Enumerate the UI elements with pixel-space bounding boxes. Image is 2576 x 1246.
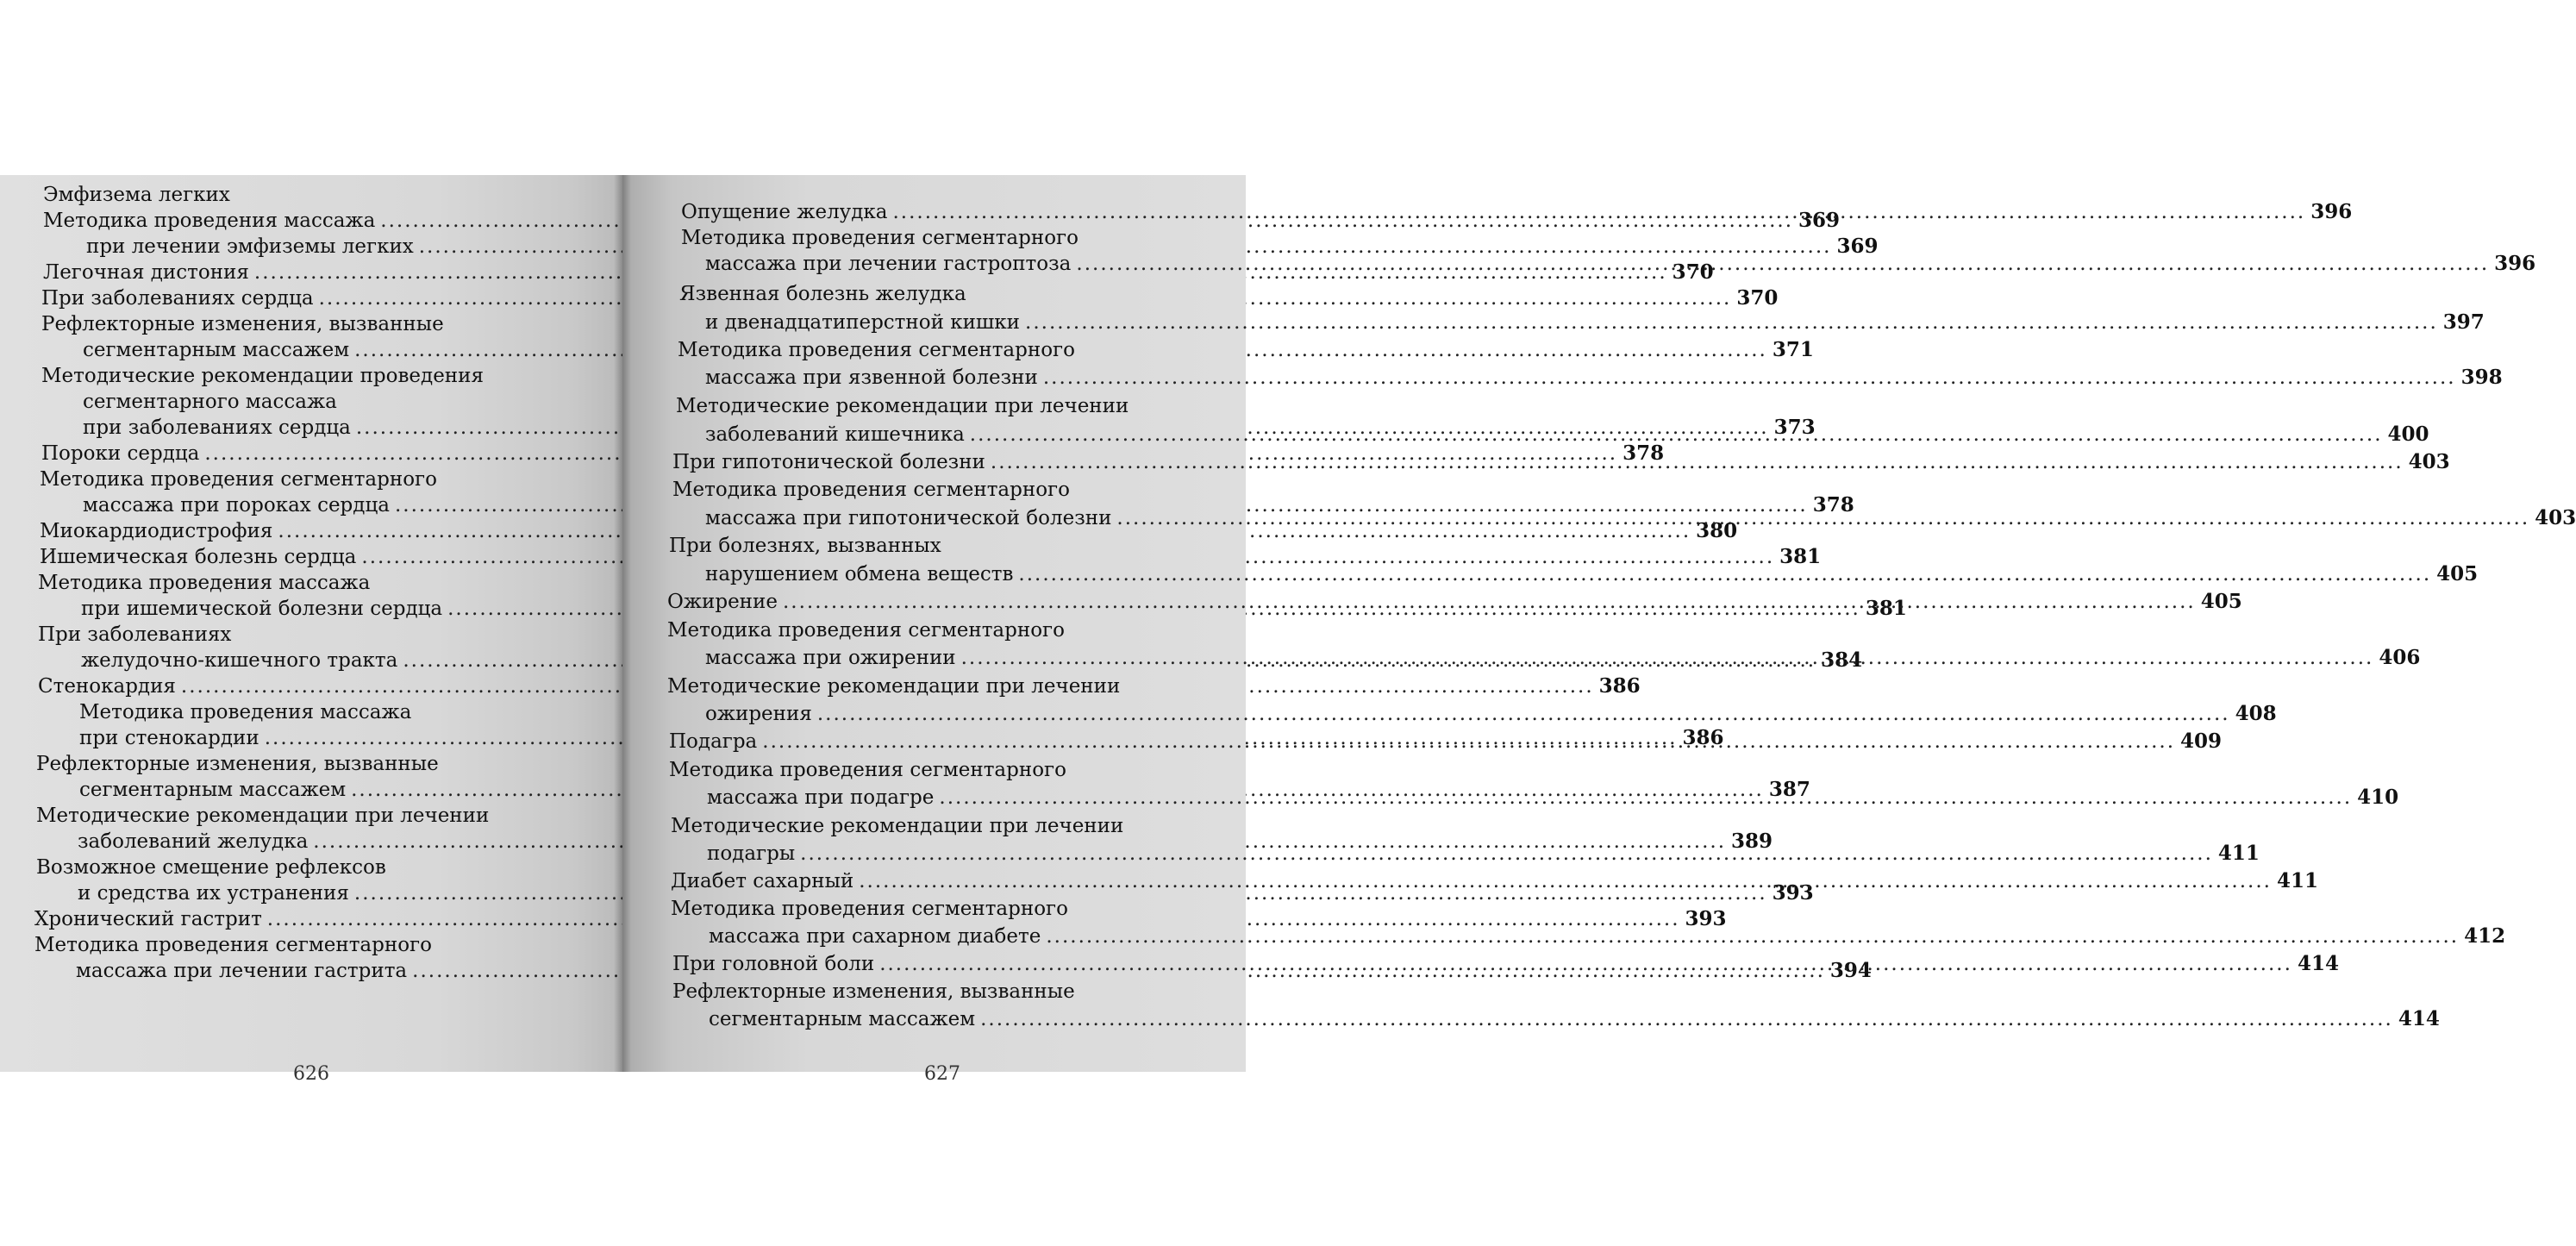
toc-entry-title: и средства их устранения — [78, 882, 349, 905]
toc-entry-title: массажа при язвенной болезни — [705, 366, 1038, 389]
toc-entry-title: массажа при гипотонической болезни — [705, 507, 1112, 529]
toc-entry-title: Язвенная болезнь желудка — [679, 283, 966, 305]
right-page-number: 627 — [924, 1063, 960, 1085]
toc-entry-title: сегментарного массажа — [83, 391, 337, 413]
toc-entry-title: Хронический гастрит — [34, 908, 262, 930]
toc-entry-page-number: 381 — [1779, 545, 1822, 568]
toc-entry-title: Методика проведения сегментарного — [40, 468, 437, 491]
toc-entry-title: и двенадцатиперстной кишки — [705, 311, 1021, 334]
toc-entry-title: Методика проведения сегментарного — [671, 898, 1068, 920]
left-toc-entry — [41, 363, 484, 389]
dot-leader — [961, 645, 2374, 671]
toc-entry-title: сегментарным массажем — [709, 1008, 976, 1030]
toc-entry-title: Методические рекомендации проведения — [41, 365, 484, 387]
toc-entry-page-number: 403 — [2535, 506, 2576, 529]
right-toc-entry — [667, 617, 1065, 643]
left-toc-entry — [34, 932, 432, 958]
toc-entry-title: Методика проведения сегментарного — [678, 339, 1075, 361]
book-gutter — [614, 175, 631, 1072]
toc-entry-page-number: 397 — [2442, 310, 2485, 334]
dot-leader — [1046, 924, 2459, 949]
toc-entry-page-number: 403 — [2408, 450, 2450, 473]
left-toc-entry — [38, 622, 231, 648]
toc-entry-page-number: 405 — [2200, 590, 2242, 613]
right-toc-entry — [705, 701, 2277, 727]
toc-entry-page-number: 373 — [1773, 416, 1816, 439]
toc-entry-title: Ишемическая болезнь сердца — [40, 546, 357, 568]
toc-entry-title: сегментарным массажем — [83, 339, 350, 361]
toc-entry-title: Возможное смещение рефлексов — [36, 856, 386, 879]
left-toc-entry — [41, 311, 444, 337]
toc-entry-title: Рефлекторные изменения, вызванные — [672, 980, 1075, 1003]
toc-entry-page-number: 405 — [2436, 562, 2479, 585]
dot-leader — [859, 868, 2272, 894]
toc-entry-title: массажа при подагре — [707, 786, 935, 809]
right-toc-entry — [669, 757, 1066, 783]
toc-entry-title: Методические рекомендации при лечении — [676, 395, 1129, 417]
dot-leader — [879, 951, 2292, 977]
toc-entry-title: Рефлекторные изменения, вызванные — [41, 313, 444, 335]
toc-entry-title: Легочная дистония — [43, 261, 249, 284]
right-toc-entry — [676, 393, 1129, 419]
left-toc-entry — [40, 466, 437, 492]
toc-entry-title: Методика проведения сегментарного — [672, 479, 1070, 501]
dot-leader — [1043, 365, 2456, 391]
toc-entry-title: Методические рекомендации при лечении — [36, 805, 490, 827]
dot-leader — [1018, 561, 2431, 587]
toc-entry-title: массажа при лечении гастрита — [76, 960, 408, 982]
toc-entry-page-number: 389 — [1731, 830, 1773, 853]
toc-entry-title: подагры — [707, 842, 796, 865]
toc-entry-title: При заболеваниях сердца — [41, 287, 314, 310]
toc-entry-page-number: 398 — [2460, 366, 2503, 389]
toc-entry-title: при ишемической болезни сердца — [81, 598, 443, 620]
left-toc-entry — [79, 699, 411, 725]
dot-leader — [1025, 310, 2438, 335]
toc-entry-page-number: 414 — [2398, 1007, 2440, 1030]
toc-entry-title: желудочно-кишечного тракта — [81, 649, 398, 672]
toc-entry-title: Диабет сахарный — [671, 870, 854, 892]
toc-entry-page-number: 393 — [1772, 881, 1814, 905]
right-toc-entry — [705, 365, 2503, 391]
dot-leader — [1076, 251, 2489, 277]
right-toc-entry — [705, 310, 2485, 335]
toc-entry-title: заболеваний кишечника — [705, 423, 965, 446]
toc-entry-title: Стенокардия — [38, 675, 176, 698]
toc-entry-title: Опущение желудка — [681, 201, 888, 223]
toc-entry-page-number: 371 — [1772, 338, 1814, 361]
toc-entry-title: заболеваний желудка — [78, 830, 309, 853]
right-toc-entry — [678, 337, 1075, 363]
right-toc-entry — [705, 561, 2479, 587]
right-toc-entry — [672, 477, 1070, 503]
right-toc-entry — [681, 225, 1079, 251]
toc-entry-page-number: 384 — [1821, 648, 1863, 672]
toc-entry-page-number: 410 — [2357, 786, 2399, 809]
toc-entry-page-number: 411 — [2217, 842, 2260, 865]
right-toc-entry — [671, 813, 1123, 839]
toc-entry-title: Методика проведения сегментарного — [681, 227, 1079, 249]
right-toc-entry — [709, 924, 2506, 949]
toc-entry-title: Методические рекомендации при лечении — [667, 675, 1121, 698]
toc-entry-page-number: 400 — [2387, 423, 2429, 446]
toc-entry-title: Методика проведения сегментарного — [34, 934, 432, 956]
toc-entry-page-number: 370 — [1736, 286, 1779, 310]
toc-entry-page-number: 381 — [1865, 597, 1907, 620]
left-page-number: 626 — [293, 1063, 329, 1085]
toc-entry-page-number: 411 — [2276, 869, 2318, 892]
toc-entry-page-number: 414 — [2297, 952, 2339, 975]
dot-leader — [1116, 505, 2529, 531]
toc-entry-title: При заболеваниях — [38, 623, 232, 646]
dot-leader — [762, 729, 2175, 754]
toc-entry-title: нарушением обмена веществ — [705, 563, 1014, 585]
left-toc-entry — [36, 855, 386, 880]
toc-entry-title: массажа при пороках сердца — [83, 494, 390, 517]
left-toc-entry — [38, 570, 370, 596]
toc-entry-title: Миокардиодистрофия — [40, 520, 273, 542]
toc-entry-title: При болезнях, вызванных — [669, 535, 941, 557]
right-toc-entry — [709, 1006, 2440, 1032]
right-toc-entry — [669, 533, 941, 559]
dot-leader — [980, 1006, 2393, 1032]
toc-entry-title: массажа при лечении гастроптоза — [705, 253, 1072, 275]
toc-entry-page-number: 396 — [2494, 252, 2536, 275]
left-toc-entry — [83, 389, 337, 415]
toc-entry-title: При головной боли — [672, 953, 875, 975]
toc-entry-title: Эмфизема легких — [43, 184, 230, 206]
toc-entry-page-number: 393 — [1685, 907, 1727, 930]
toc-entry-page-number: 369 — [1798, 209, 1841, 232]
toc-entry-page-number: 370 — [1672, 260, 1714, 284]
toc-entry-title: при стенокардии — [79, 727, 259, 749]
dot-leader — [970, 422, 2383, 448]
toc-entry-title: при заболеваниях сердца — [83, 416, 351, 439]
toc-entry-page-number: 386 — [1598, 674, 1641, 698]
toc-entry-title: При гипотонической болезни — [672, 451, 985, 473]
toc-entry-title: ожирения — [705, 703, 812, 725]
toc-entry-page-number: 387 — [1768, 778, 1810, 801]
toc-entry-page-number: 394 — [1829, 959, 1872, 982]
toc-entry-title: Методика проведения массажа — [38, 572, 371, 594]
book-spread — [0, 175, 2576, 1085]
toc-entry-page-number: 386 — [1682, 726, 1724, 749]
toc-entry-page-number: 369 — [1836, 235, 1879, 258]
right-toc-entry — [667, 673, 1120, 699]
toc-entry-page-number: 396 — [2310, 200, 2353, 223]
toc-entry-title: Методика проведения массажа — [79, 701, 412, 723]
toc-entry-title: Подагра — [669, 730, 758, 753]
dot-leader — [800, 841, 2213, 867]
toc-entry-title: при лечении эмфиземы легких — [86, 235, 414, 258]
toc-entry-title: Методические рекомендации при лечении — [671, 815, 1124, 837]
toc-entry-page-number: 408 — [2235, 702, 2277, 725]
toc-entry-title: массажа при ожирении — [705, 647, 956, 669]
toc-entry-page-number: 412 — [2464, 924, 2506, 948]
left-toc-entry — [36, 803, 489, 829]
dot-leader — [783, 589, 2196, 615]
dot-leader — [991, 449, 2404, 475]
toc-entry-page-number: 378 — [1623, 441, 1665, 465]
toc-entry-title: Методика проведения массажа — [43, 210, 376, 232]
dot-leader — [817, 701, 2230, 727]
toc-entry-page-number: 380 — [1696, 519, 1738, 542]
toc-entry-page-number: 409 — [2180, 729, 2223, 753]
right-toc-entry — [671, 896, 1068, 922]
toc-entry-title: Рефлекторные изменения, вызванные — [36, 753, 439, 775]
dot-leader — [939, 785, 2352, 811]
left-toc-entry — [36, 751, 439, 777]
toc-entry-title: Методика проведения сегментарного — [669, 759, 1066, 781]
toc-entry-title: Пороки сердца — [41, 442, 200, 465]
right-toc-entry — [672, 979, 1075, 1005]
dot-leader — [892, 199, 2305, 225]
left-toc-entry — [43, 182, 230, 208]
toc-entry-title: Методика проведения сегментарного — [667, 619, 1065, 642]
right-toc-entry — [679, 281, 966, 307]
toc-entry-title: массажа при сахарном диабете — [709, 925, 1041, 948]
toc-entry-title: Ожирение — [667, 591, 778, 613]
toc-entry-page-number: 406 — [2379, 646, 2421, 669]
toc-entry-page-number: 378 — [1812, 493, 1854, 517]
toc-entry-title: сегментарным массажем — [79, 779, 347, 801]
